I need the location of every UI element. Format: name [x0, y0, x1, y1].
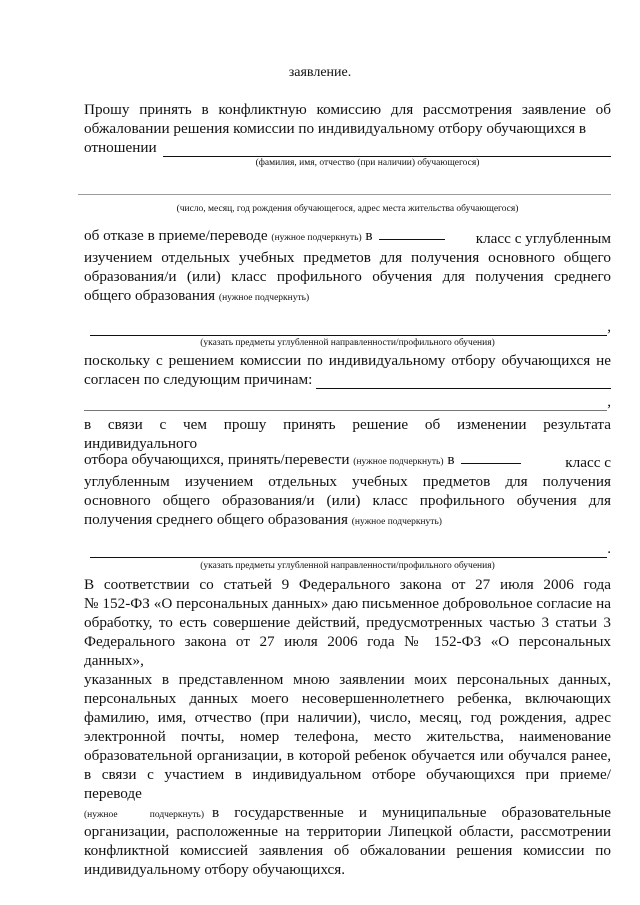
subjects-field-2[interactable]: [90, 544, 607, 558]
consent-line: в связи с участием в индивидуальном отборе обучающихся при приеме/ переводе: [84, 766, 611, 802]
consent-line-11: в государственные и муниципальные образовательные: [212, 804, 611, 821]
student-name-hint: (фамилия, имя, отчество (при наличии) обучающегося): [255, 158, 480, 168]
in-label-2: в: [447, 451, 455, 468]
reasons-line-2: [84, 389, 611, 411]
reasons-field[interactable]: [316, 375, 611, 389]
grade-field[interactable]: [379, 226, 445, 240]
reasons-label: согласен по следующим причинам:: [84, 371, 313, 388]
subjects-hint-1: (указать предметы углубленной направленности/профильного обучения): [200, 338, 495, 348]
change-request-paragraph: [84, 415, 611, 532]
consent-line-14: индивидуальному отбору обучающихся.: [84, 861, 346, 878]
consent-line: обработку, то есть совершение действий, предусмотренных частью 3 статьи 3: [84, 614, 611, 631]
reasons-line: [84, 370, 611, 389]
application-body: [84, 100, 611, 879]
grade-field-2[interactable]: [461, 450, 521, 464]
subjects-line-1-end: ,: [607, 318, 611, 335]
birth-address-hint: (число, месяц, год рождения обучающегося, адрес места жительства обучающегося): [176, 204, 519, 214]
underline-hint-3: (нужное подчеркнуть): [353, 457, 444, 467]
reasons-line-2-end: ,: [607, 393, 611, 410]
consent-paragraph: [84, 575, 611, 879]
subjects-field-1[interactable]: [90, 322, 607, 336]
disagree-line-1: поскольку с решением комиссии по индивидуальному отбору обучающихся не: [84, 352, 611, 369]
underline-hint-5: (нужное подчеркнуть): [84, 810, 204, 820]
consent-line: Федерального закона от 27 июля 2006 года № 152-ФЗ «О персональных данных»,: [84, 633, 611, 669]
birth-address-field[interactable]: [78, 193, 611, 195]
in-label: в: [365, 227, 373, 244]
change-line-5: получения среднего общего образования: [84, 511, 348, 528]
refusal-text: об отказе в приеме/переводе: [84, 227, 268, 244]
subjects-line-2-end: .: [607, 540, 611, 557]
refusal-line-3: образования/и (или) класс профильного обучения для получения среднего: [84, 268, 611, 285]
consent-line: электронной почты, номер телефона, место жительства, наименование: [84, 728, 611, 745]
class-with-text: класс с: [565, 454, 611, 471]
refusal-paragraph: [84, 229, 611, 308]
subjects-hint-2: (указать предметы углубленной направленности/профильного обучения): [200, 561, 495, 571]
consent-line-12: организации, расположенные на территории Липецкой области, рассмотрении: [84, 823, 611, 840]
consent-line: указанных в представленном мною заявлении моих персональных данных,: [84, 671, 611, 688]
underline-hint-4: (нужное подчеркнуть): [351, 517, 442, 527]
class-advanced-text: класс с углубленным: [475, 230, 611, 247]
student-name-field[interactable]: [163, 143, 611, 157]
change-line-2: отбора обучающихся, принять/перевести: [84, 451, 350, 468]
consent-line: образовательной организации, в которой ребенок обучается или обучался ранее,: [84, 747, 611, 764]
student-name-line: [84, 138, 611, 157]
request-text: Прошу принять в конфликтную комиссию для рассмотрения заявление об обжаловании решения комиссии по индивидуальному отбору обучающихся в: [84, 101, 611, 137]
consent-line-13: конфликтной комиссией заявления об обжаловании решения комиссии по: [84, 842, 611, 859]
document-title: заявление.: [288, 65, 352, 80]
change-line-4: основного общего образования/и (или) класс профильного обучения для: [84, 492, 611, 509]
subjects-line-2: [84, 540, 611, 558]
consent-line: фамилию, имя, отчество (при наличии), число, месяц, год рождения, адрес: [84, 709, 611, 726]
change-line-1: в связи с чем прошу принять решение об изменении результата индивидуального: [84, 416, 611, 452]
underline-hint-2: (нужное подчеркнуть): [218, 293, 310, 303]
underline-hint: (нужное подчеркнуть): [271, 233, 362, 243]
consent-line: № 152-ФЗ «О персональных данных» даю письменное добровольное согласие на: [84, 595, 611, 612]
reasons-field-2[interactable]: [84, 397, 607, 411]
regarding-label: отношении: [84, 139, 157, 156]
refusal-line-4: общего образования: [84, 287, 216, 304]
refusal-line-2: изучением отдельных учебных предметов для получения основного общего: [84, 249, 611, 266]
subjects-line-1: [84, 318, 611, 336]
change-line-3: углубленным изучением отдельных учебных предметов для получения: [84, 473, 611, 490]
consent-line: В соответствии со статьей 9 Федерального закона от 27 июля 2006 года: [84, 576, 611, 593]
request-paragraph: [84, 100, 611, 138]
consent-line: персональных данных моего несовершеннолетнего ребенка, включающих: [84, 690, 611, 707]
